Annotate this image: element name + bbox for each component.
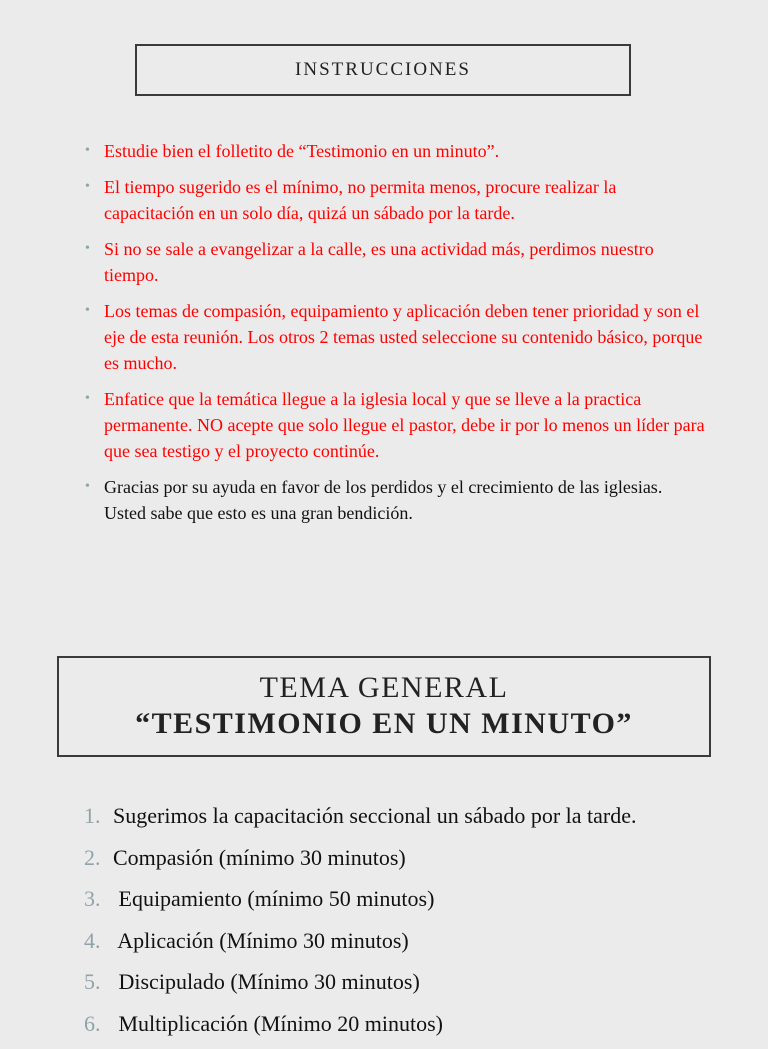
bullet-icon: • <box>85 236 90 262</box>
list-item <box>84 883 764 925</box>
bullet-text: Enfatice que la temática llegue a la iglesia local y que se lleve a la practica permanente. NO acepte que solo llegue el pastor, debe ir por lo menos un líder para que sea testigo y el proyecto continúe. <box>104 389 705 461</box>
slide-tema-general <box>0 600 768 1024</box>
slide-subtitle: “TESTIMONIO EN UN MINUTO” <box>135 705 633 743</box>
slide-title: TEMA GENERAL <box>260 671 509 705</box>
bullet-icon: • <box>85 474 90 500</box>
item-text: Sugerimos la capacitación seccional un sábado por la tarde. <box>113 803 637 828</box>
bullet-text: Si no se sale a evangelizar a la calle, es una actividad más, perdimos nuestro tiempo. <box>104 239 654 285</box>
bullet-text: Gracias por su ayuda en favor de los perdidos y el crecimiento de las iglesias. Usted sabe que esto es una gran bendición. <box>104 477 662 523</box>
bullet-text: Estudie bien el folletito de “Testimonio en un minuto”. <box>104 141 499 161</box>
item-number: 5. <box>84 966 113 998</box>
list-item <box>85 174 705 226</box>
item-number: 6. <box>84 1008 113 1040</box>
slide-title-box <box>57 656 711 757</box>
item-text: Compasión (mínimo 30 minutos) <box>113 845 406 870</box>
list-item <box>85 386 705 464</box>
item-text: Equipamiento (mínimo 50 minutos) <box>113 886 434 911</box>
list-item <box>84 966 764 1008</box>
bullet-icon: • <box>85 138 90 164</box>
item-number: 4. <box>84 925 113 957</box>
list-item <box>84 800 764 842</box>
item-text: Discipulado (Mínimo 30 minutos) <box>113 969 420 994</box>
list-item <box>84 1008 764 1049</box>
bullet-text: Los temas de compasión, equipamiento y aplicación deben tener prioridad y son el eje de esta reunión. Los otros 2 temas usted seleccione su contenido básico, porque es mucho. <box>104 301 702 373</box>
list-item <box>84 842 764 884</box>
list-item <box>84 925 764 967</box>
list-item <box>85 236 705 288</box>
list-item <box>85 138 705 164</box>
item-text: Multiplicación (Mínimo 20 minutos) <box>113 1011 443 1036</box>
slide-title: INSTRUCCIONES <box>135 44 631 96</box>
item-number: 3. <box>84 883 113 915</box>
bullet-icon: • <box>85 174 90 200</box>
bullet-text: El tiempo sugerido es el mínimo, no permita menos, procure realizar la capacitación en un solo día, quizá un sábado por la tarde. <box>104 177 616 223</box>
bullet-icon: • <box>85 386 90 412</box>
instruction-list <box>85 138 705 536</box>
item-number: 1. <box>84 800 113 832</box>
bullet-icon: • <box>85 298 90 324</box>
item-number: 2. <box>84 842 113 874</box>
topic-list <box>84 800 764 1049</box>
list-item <box>85 298 705 376</box>
item-text: Aplicación (Mínimo 30 minutos) <box>113 928 409 953</box>
list-item <box>85 474 705 526</box>
